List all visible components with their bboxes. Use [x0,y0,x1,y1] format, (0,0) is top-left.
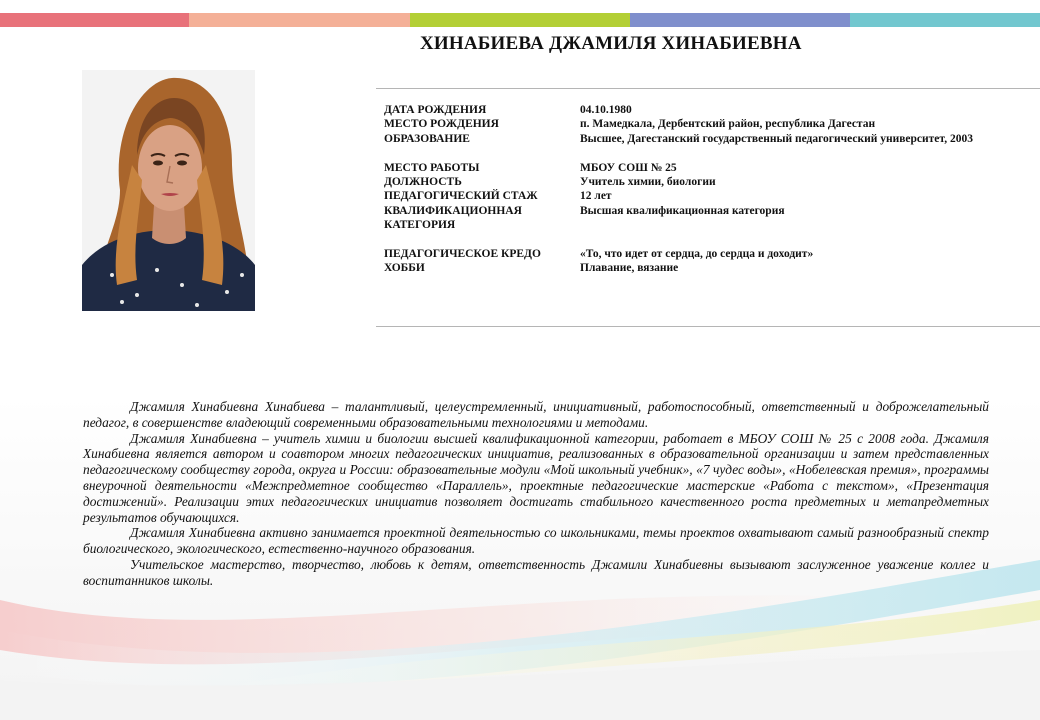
info-label: ПЕДАГОГИЧЕСКИЙ СТАЖ [384,190,538,203]
info-value: МБОУ СОШ № 25 [580,161,677,174]
info-label: ДАТА РОЖДЕНИЯ [384,104,487,116]
info-row-position [384,175,1024,189]
info-row-workplace [384,161,1024,175]
bio-paragraph: Джамиля Хинабиевна Хинабиева – талантливый, целеустремленный, инициативный, работоспособный, ответственный и доброжелательный педагог, в совершенстве владеющий современными образовательными технологиями и методами. [83,399,989,430]
info-spacer [384,233,1024,247]
info-spacer [384,146,1024,160]
info-value: «То, что идет от сердца, до сердца и доходит» [580,248,814,261]
info-value: Высшая квалификационная категория [580,204,785,217]
info-bottom-rule [376,326,1040,327]
info-top-rule [376,88,1040,89]
bio-paragraph: Джамиля Хинабиевна активно занимается проектной деятельностью со школьниками, темы проектов охватывают самый разнообразный спектр биологического, экологического, естественно-научного образования. [83,525,989,557]
profile-info-table [384,103,1024,276]
info-label: МЕСТО РАБОТЫ [384,161,480,174]
info-value: Учитель химии, биологии [580,176,716,189]
stripe-segment [630,13,850,27]
page-title: ХИНАБИЕВА ДЖАМИЛЯ ХИНАБИЕВНА [420,33,802,54]
info-row-birth-date [384,103,1024,117]
stripe-segment [410,13,630,27]
bio-paragraph: Джамиля Хинабиевна – учитель химии и биологии высшей квалификационной категории, работает в МБОУ СОШ № 25 с 2008 года. Джамиля Хинабиевна является автором и соавтором многих педагогических инициатив, реализованных в образовательной организации и затем представленных педагогическому сообществу города, округа и России: образовательные модули «Мой школьный учебник», «7 чудес воды», «Нобелевская премия», программы внеурочной деятельности «Межпредметное сообщество «Параллель», проектные педагогические мастерские «Работа с текстом», «Презентация достижений». Реализации этих педагогических инициатив позволяет достигать стабильного качественного роста предметных и метапредметных результатов обучающихся. [83,430,989,525]
bio-paragraph: Учительское мастерство, творчество, любовь к детям, ответственность Джамили Хинабиевны вызывают заслуженное уважение коллег и воспитанников школы. [83,556,989,588]
info-value: 04.10.1980 [580,104,632,116]
stripe-segment [0,13,189,27]
info-row-qualification [384,204,1024,233]
info-label: КВАЛИФИКАЦИОННАЯ КАТЕГОРИЯ [384,204,522,232]
portrait-illustration [82,70,255,311]
info-value: Плавание, вязание [580,262,679,275]
stripe-segment [189,13,410,27]
portrait-photo [82,70,255,311]
info-row-credo [384,247,1024,261]
biography-text [83,399,989,589]
info-label: МЕСТО РОЖДЕНИЯ [384,118,499,131]
info-row-hobby [384,261,1024,275]
info-value: п. Мамедкала, Дербентский район, республика Дагестан [580,118,876,131]
info-row-experience [384,189,1024,203]
info-label: ОБРАЗОВАНИЕ [384,132,470,145]
info-label: ХОББИ [384,262,425,275]
info-label: ПЕДАГОГИЧЕСКОЕ КРЕДО [384,248,541,261]
header-color-stripe [0,13,1040,27]
info-row-birth-place [384,117,1024,131]
info-value: Высшее, Дагестанский государственный педагогический университет, 2003 [580,132,973,145]
info-label: ДОЛЖНОСТЬ [384,176,462,189]
stripe-segment [850,13,1040,27]
info-value: 12 лет [580,190,612,203]
info-row-education [384,132,1024,146]
